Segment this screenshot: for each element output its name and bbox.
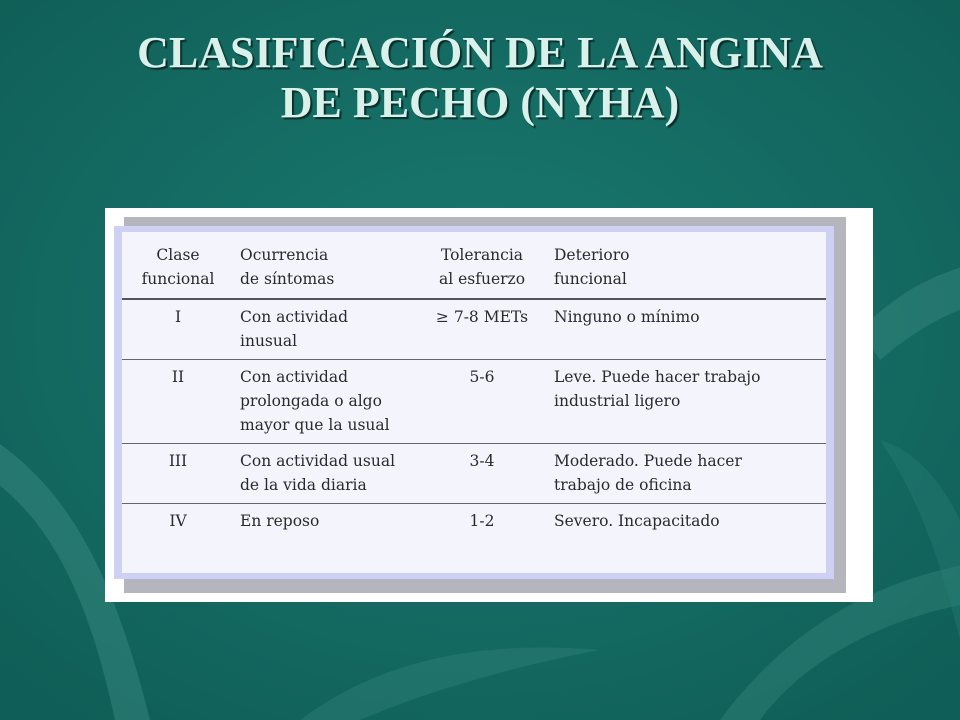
cell-tolerancia: 5-6: [416, 360, 548, 444]
cell-clase: I: [122, 299, 234, 360]
nyha-classification-table: [122, 232, 826, 544]
table-header-row: [122, 232, 826, 299]
header-deterioro: Deterioro funcional: [548, 232, 826, 299]
slide-title-line-1: CLASIFICACIÓN DE LA ANGINA: [137, 28, 823, 77]
cell-clase: III: [122, 444, 234, 504]
slide-title: [0, 28, 960, 128]
table-row: [122, 444, 826, 504]
table-inner: [122, 232, 826, 573]
slide-title-line-2: DE PECHO (NYHA): [280, 78, 680, 127]
cell-tolerancia: 1-2: [469, 512, 495, 530]
cell-ocurrencia: En reposo: [240, 512, 320, 530]
table-row: [122, 299, 826, 360]
cell-deterioro: Leve. Puede hacer trabajo industrial ligero: [548, 360, 826, 444]
table-row: [122, 360, 826, 444]
cell-deterioro: Ninguno o mínimo: [548, 299, 826, 360]
table-frame: [114, 226, 834, 579]
header-tolerancia: Tolerancia al esfuerzo: [416, 232, 548, 299]
table-image-panel: [105, 208, 873, 602]
header-clase: Clase funcional: [122, 232, 234, 299]
table-row: [122, 504, 826, 545]
cell-clase: IV: [169, 512, 187, 530]
cell-ocurrencia: Con actividad inusual: [234, 299, 416, 360]
cell-ocurrencia: Con actividad usual de la vida diaria: [234, 444, 416, 504]
cell-ocurrencia: Con actividad prolongada o algo mayor que la usual: [234, 360, 416, 444]
header-ocurrencia: Ocurrencia de síntomas: [234, 232, 416, 299]
cell-tolerancia: 3-4: [416, 444, 548, 504]
cell-tolerancia: ≥ 7-8 METs: [416, 299, 548, 360]
cell-deterioro: Moderado. Puede hacer trabajo de oficina: [548, 444, 826, 504]
cell-deterioro: Severo. Incapacitado: [554, 512, 720, 530]
cell-clase: II: [122, 360, 234, 444]
